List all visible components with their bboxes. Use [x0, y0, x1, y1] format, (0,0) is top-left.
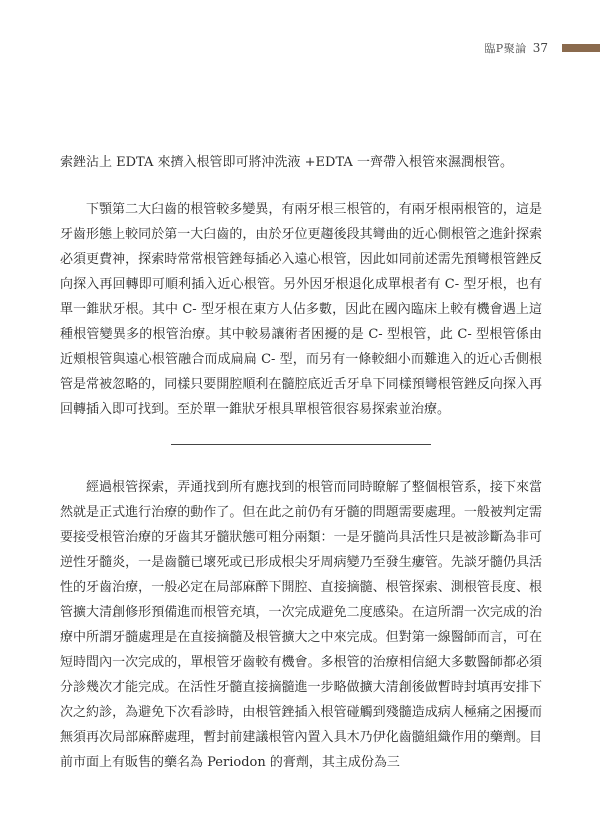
running-title: 臨P聚論 [484, 42, 527, 55]
page-body [60, 150, 542, 797]
paragraph-pulp-treatment: 經過根管探索，弄通找到所有應找到的根管而同時瞭解了整個根管系，接下來當然就是正式進行治療的動作了。但在此之前仍有牙髓的問題需要處理。一般被判定需要接受根管治療的牙齒其牙髓狀態可粗分兩類：一是牙髓尚具活性只是被診斷為非可逆性牙髓炎，一是齒髓已壞死或已形成根尖牙周病變乃至發生瘻管。先談牙髓仍具活性的牙齒治療，一般必定在局部麻醉下開腔、直接摘髓、根管探索、測根管長度、根管擴大清創修形預備進而根管充填，一次完成避免二度感染。在這所謂一次完成的治療中所謂牙髓處理是在直接摘髓及根管擴大之中來完成。但對第一線醫師而言，可在短時間內一次完成的，單根管牙齒較有機會。多根管的治療相信絕大多數醫師都必須分診幾次才能完成。在活性牙髓直接摘髓進一步略做擴大清創後做暫時封填再安排下次之約診，為避免下次看診時，由根管銼插入根管碰觸到殘髓造成病人極痛之困擾而無須再次局部麻醉處理，暫封前建議根管內置入具木乃伊化齒髓組織作用的藥劑。目前市面上有販售的藥名為 Periodon 的膏劑，其主成份為三 [60, 480, 542, 770]
page-number: 37 [532, 41, 548, 55]
header-accent-bar [562, 44, 600, 52]
paragraph-mandibular-second-molar: 下顎第二大臼齒的根管較多變異，有兩牙根三根管的，有兩牙根兩根管的，這是牙齒形態上較同於第一大臼齒的，由於牙位更趨後段其彎曲的近心側根管之進針探索必須更費神，探索時常常根管銼每插必入遠心根管，因此如同前述需先預彎根管銼反向探入再回轉即可順利插入近心根管。另外因牙根退化成單根者有 C- 型牙根，也有單一錐狀牙根。其中 C- 型牙根在東方人佔多數，因此在國內臨床上較有機會遇上這種根管變異多的根管治療。其中較易讓術者困擾的是 C- 型根管，此 C- 型根管係由近頰根管與遠心根管融合而成扁扁 C- 型，而另有一條較細小而難進入的近心舌側根管是常被忽略的，同樣只要開腔順利在髓腔底近舌牙阜下同樣預彎根管銼反向探入再回轉插入即可找到。至於單一錐狀牙根具單根管很容易探索並治療。 [60, 202, 542, 417]
page-header [484, 41, 600, 55]
paragraph-continuation: 索銼沾上 EDTA 來擠入根管即可將沖洗液 +EDTA 一齊帶入根管來濕潤根管。 [60, 155, 513, 170]
section-divider [171, 444, 431, 445]
